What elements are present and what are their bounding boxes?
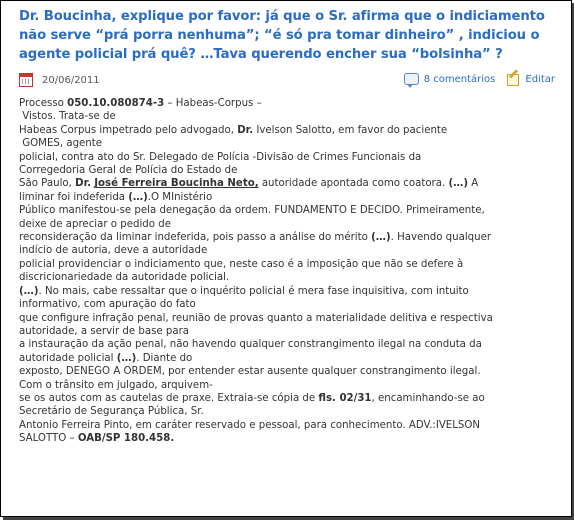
text-segment: autoridade, a servir de base para [19, 325, 190, 337]
text-line [19, 191, 557, 204]
text-segment: .O MInistério [147, 191, 213, 203]
text-bold: (…) [448, 178, 468, 190]
post-body [19, 97, 557, 446]
text-line [19, 352, 557, 365]
process-suffix: – Habeas-Corpus – [164, 98, 262, 109]
text-line [19, 298, 557, 311]
text-segment: . Havendo qualquer [390, 232, 492, 244]
delegate-name: José Ferreira Boucinha Neto, [94, 178, 259, 190]
post-title[interactable]: Dr. Boucinha, explique por favor: já que o Sr. afirma que o indiciamento não serve “prá porra nenhuma”; “é só pra tomar dinheiro” , indiciou o agente policial prá quê? …Tava querendo encher sua “bolsinha” ? [19, 9, 545, 62]
text-line [19, 312, 557, 325]
text-line [19, 164, 557, 177]
text-line [19, 392, 557, 405]
text-line [19, 379, 557, 392]
text-segment: Ivelson Salotto, em favor do paciente [253, 124, 448, 136]
text-line [19, 137, 557, 150]
text-bold: (…) [19, 285, 39, 297]
text-line [19, 110, 557, 123]
text-line [19, 432, 557, 445]
text-bold: (…) [371, 232, 391, 244]
text-segment: Público manifestou-se pela denegação da ordem. FUNDAMENTO E DECIDO. Primeiramente, [19, 205, 485, 217]
text-segment: policial, contra ato do Sr. Delegado de Polícia -Divisão de Crimes Funcionais da [19, 151, 422, 163]
text-segment: deixe de apreciar o pedido de [19, 218, 171, 230]
text-segment: discricionariedade da autoridade policial. [19, 272, 230, 284]
text-line [19, 244, 557, 257]
text-line [19, 285, 557, 298]
post-actions [404, 73, 555, 85]
text-segment: SALOTTO – [19, 433, 78, 445]
edit-label[interactable]: Editar [525, 73, 555, 85]
text-line [19, 177, 557, 190]
text-segment: exposto, DENEGO A ORDEM, por entender estar ausente qualquer constrangimento ilegal. [19, 366, 481, 378]
process-prefix: Processo [19, 98, 68, 109]
text-segment: . No mais, cabe ressaltar que o inquérito policial é mera fase inquisitiva, com intuito [38, 285, 469, 297]
calendar-icon [19, 73, 33, 87]
text-line [19, 325, 557, 338]
text-bold: Dr. [75, 178, 92, 190]
text-line [19, 231, 557, 244]
oab-number: OAB/SP 180.458. [77, 433, 175, 445]
text-segment: indício de autoria, deve a autoridade [19, 245, 208, 257]
post-date-text: 20/06/2011 [42, 74, 100, 86]
text-bold: fls. 02/31 [318, 392, 372, 404]
text-line [19, 365, 557, 378]
comment-bubble-icon [404, 73, 419, 85]
text-line [19, 405, 557, 418]
text-segment: a instauração da ação penal, não havendo qualquer constrangimento ilegal na conduta da [19, 339, 482, 351]
text-segment: autoridade policial [19, 352, 117, 364]
text-segment: A [467, 178, 479, 190]
text-bold: Dr. [237, 124, 254, 136]
text-line [19, 419, 557, 432]
text-segment: . Diante do [136, 352, 193, 364]
text-segment: Antonio Ferreira Pinto, em caráter reservado e pessoal, para conhecimento. ADV.:IVELSON [19, 419, 481, 431]
text-segment: policial providenciar o indiciamento que, neste caso é a imposição que não se defere à [19, 258, 464, 270]
text-segment: autoridade apontada como coatora. [258, 178, 449, 190]
text-segment: se os autos com as cautelas de praxe. Extraia-se cópia de [19, 392, 319, 404]
text-line [19, 218, 557, 231]
edit-link[interactable] [507, 73, 555, 85]
text-vistos: Vistos. Trata-se de [22, 111, 116, 123]
text-segment: , encaminhando-se ao [371, 392, 485, 404]
text-bold: (…) [116, 352, 137, 364]
text-segment: Habeas Corpus impetrado pelo advogado, [19, 124, 238, 136]
text-segment: São Paulo, [19, 178, 76, 190]
text-line [19, 204, 557, 217]
text-line [19, 258, 557, 271]
text-segment: Corregedoria Geral de Polícia do Estado de [19, 165, 238, 177]
text-line [19, 124, 557, 137]
post-meta [19, 70, 557, 90]
text-segment: reconsideração da liminar indeferida, pois passo a análise do mérito [19, 232, 372, 244]
text-bold: (…) [128, 191, 148, 203]
process-line [19, 97, 557, 110]
text-segment: Secretário de Segurança Pública, Sr. [19, 406, 204, 418]
comments-label[interactable]: 8 comentários [423, 73, 496, 85]
text-segment: liminar foi indeferida [19, 191, 129, 203]
post-date [19, 73, 100, 87]
text-line [19, 151, 557, 164]
text-segment: informativo, com apuração do fato [19, 299, 196, 311]
edit-pencil-icon [507, 73, 519, 85]
text-segment: que configure infração penal, reunião de provas quanto a materialidade delitiva e respectiva [19, 312, 493, 324]
process-number: 050.10.080874-3 [67, 98, 165, 109]
post [19, 7, 557, 446]
comments-link[interactable] [404, 73, 496, 85]
text-line [19, 271, 557, 284]
text-segment: GOMES, agente [22, 138, 103, 150]
text-segment: Com o trânsito em julgado, arquivem- [19, 379, 213, 391]
text-line [19, 338, 557, 351]
